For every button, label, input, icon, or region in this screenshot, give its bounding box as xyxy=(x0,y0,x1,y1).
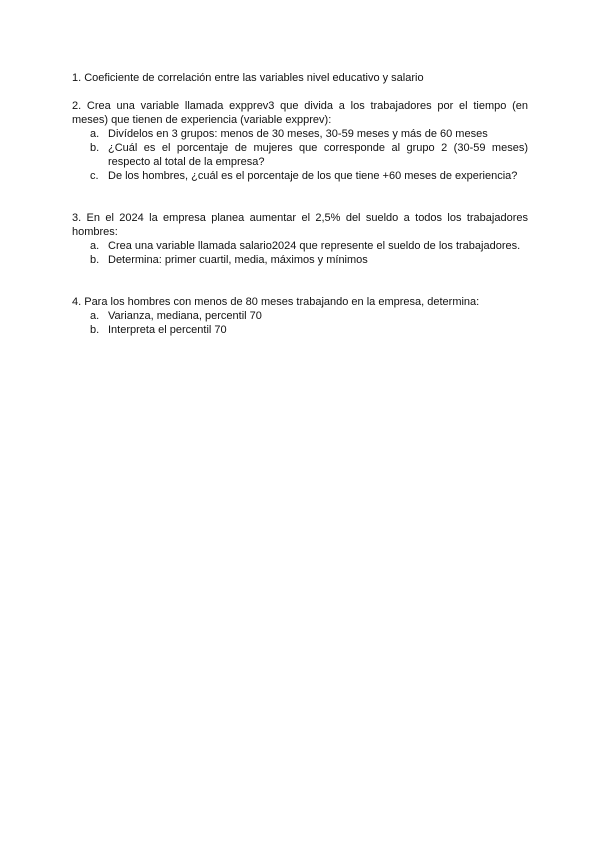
list-marker: b. xyxy=(90,142,100,154)
list-marker: b. xyxy=(90,254,100,266)
question-1 xyxy=(72,71,528,85)
list-item xyxy=(72,141,528,169)
question-2-text: 2. Crea una variable llamada expprev3 que divida a los trabajadores por el tiempo (en meses) que tienen de experiencia (variable expprev): xyxy=(72,100,528,126)
question-2 xyxy=(72,99,528,183)
list-item-text: Divídelos en 3 grupos: menos de 30 meses, 30-59 meses y más de 60 meses xyxy=(108,128,488,140)
question-4-text: 4. Para los hombres con menos de 80 meses trabajando en la empresa, determina: xyxy=(72,296,480,308)
list-item-text: Interpreta el percentil 70 xyxy=(108,324,227,336)
question-3-list xyxy=(72,239,528,267)
list-item xyxy=(72,323,528,337)
question-4-list xyxy=(72,309,528,337)
question-1-text: 1. Coeficiente de correlación entre las variables nivel educativo y salario xyxy=(72,72,424,84)
list-item-text: De los hombres, ¿cuál es el porcentaje de los que tiene +60 meses de experiencia? xyxy=(108,170,518,182)
question-3-text: 3. En el 2024 la empresa planea aumentar el 2,5% del sueldo a todos los trabajadores hombres: xyxy=(72,212,528,238)
list-marker: b. xyxy=(90,324,100,336)
list-item-text: Crea una variable llamada salario2024 que represente el sueldo de los trabajadores. xyxy=(108,240,521,252)
list-marker: a. xyxy=(90,240,100,252)
list-item xyxy=(72,309,528,323)
list-item xyxy=(72,239,528,253)
list-marker: a. xyxy=(90,310,100,322)
question-4 xyxy=(72,295,528,337)
list-item-text: Varianza, mediana, percentil 70 xyxy=(108,310,262,322)
list-marker: c. xyxy=(90,170,99,182)
list-item-text: Determina: primer cuartil, media, máximos y mínimos xyxy=(108,254,368,266)
list-item xyxy=(72,253,528,267)
list-item-text: ¿Cuál es el porcentaje de mujeres que corresponde al grupo 2 (30-59 meses) respecto al total de la empresa? xyxy=(108,142,528,168)
question-3 xyxy=(72,211,528,267)
document-content xyxy=(72,71,528,337)
list-marker: a. xyxy=(90,128,100,140)
list-item xyxy=(72,127,528,141)
list-item xyxy=(72,169,528,183)
question-2-list xyxy=(72,127,528,183)
